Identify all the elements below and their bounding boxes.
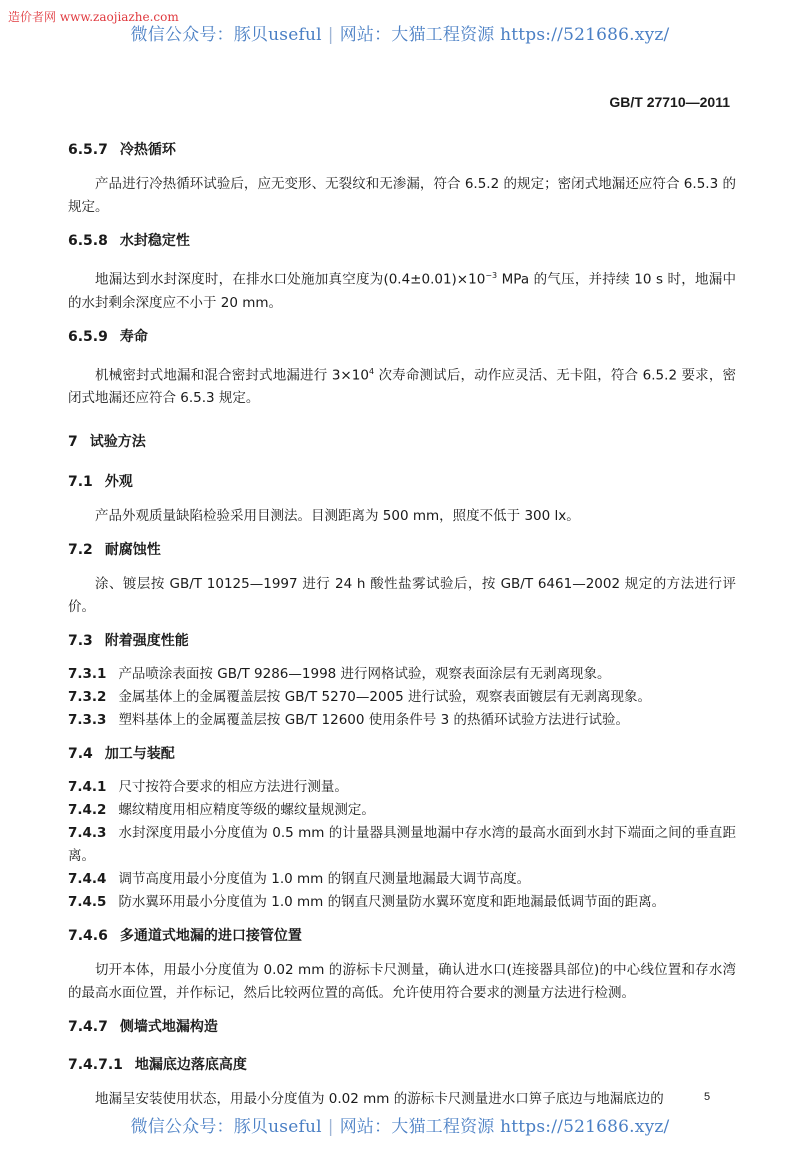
watermark-wechat: 微信公众号：豚贝useful <box>130 1117 322 1137</box>
list-item-7-4-5 <box>68 891 736 914</box>
paragraph-7-2: 涂、镀层按 GB/T 10125—1997 进行 24 h 酸性盐雾试验后，按 GB/T 6461—2002 规定的方法进行评价。 <box>68 576 736 615</box>
watermark-wechat: 微信公众号：豚贝useful <box>130 25 322 45</box>
heading-7-4-6 <box>68 926 736 946</box>
watermark-banner-bottom <box>0 1112 800 1137</box>
superscript: −3 <box>485 271 498 280</box>
section-title: 地漏底边落底高度 <box>134 1057 247 1073</box>
item-number: 7.4.4 <box>68 871 107 887</box>
heading-7-1 <box>68 472 736 492</box>
list-7-3 <box>68 663 736 732</box>
item-text: 塑料基体上的金属覆盖层按 GB/T 12600 使用条件号 3 的热循环试验方法进行试验。 <box>118 712 629 728</box>
watermark-separator: | <box>327 1117 334 1137</box>
section-number: 6.5.7 <box>68 142 108 158</box>
item-text: 调节高度用最小分度值为 1.0 mm 的钢直尺测量地漏最大调节高度。 <box>118 871 531 887</box>
list-item-7-3-2 <box>68 686 736 709</box>
item-number: 7.3.2 <box>68 689 107 705</box>
standard-number: GB/T 27710—2011 <box>609 94 730 110</box>
heading-7-2 <box>68 540 736 560</box>
list-item-7-4-4 <box>68 868 736 891</box>
paragraph-6-5-7: 产品进行冷热循环试验后，应无变形、无裂纹和无渗漏，符合 6.5.2 的规定；密闭式地漏还应符合 6.5.3 的规定。 <box>68 176 736 215</box>
section-title: 多通道式地漏的进口接管位置 <box>119 928 302 944</box>
section-number: 7.4.6 <box>68 928 108 944</box>
section-number: 7.2 <box>68 542 93 558</box>
section-title: 寿命 <box>119 328 148 345</box>
item-number: 7.4.2 <box>68 802 107 818</box>
watermark-banner-top <box>0 20 800 45</box>
section-number: 6.5.8 <box>68 233 108 249</box>
section-number: 7.4 <box>68 746 93 762</box>
heading-6-5-9 <box>68 327 736 347</box>
heading-6-5-7 <box>68 140 736 160</box>
heading-7-4-7-1 <box>68 1055 736 1075</box>
paragraph-7-1: 产品外观质量缺陷检验采用目测法。目测距离为 500 mm，照度不低于 300 lx。 <box>95 508 580 524</box>
item-text: 金属基体上的金属覆盖层按 GB/T 5270—2005 进行试验，观察表面镀层有无剥离现象。 <box>118 689 652 705</box>
section-number: 7.4.7 <box>68 1019 108 1035</box>
list-item-7-4-3 <box>68 822 736 868</box>
section-title: 冷热循环 <box>119 142 176 158</box>
section-title: 耐腐蚀性 <box>104 542 161 558</box>
list-item-7-4-1 <box>68 776 736 799</box>
item-number: 7.4.3 <box>68 825 107 841</box>
list-item-7-3-3 <box>68 709 736 732</box>
watermark-site: 网站：大猫工程资源 https://521686.xyz/ <box>339 1117 670 1137</box>
item-text: 水封深度用最小分度值为 0.5 mm 的计量器具测量地漏中存水湾的最高水面到水封下端面之间的垂直距离。 <box>68 825 736 864</box>
list-7-4 <box>68 776 736 914</box>
section-number: 6.5.9 <box>68 328 108 345</box>
document-body <box>68 140 736 1111</box>
text: 机械密封式地漏和混合密封式地漏进行 3×10 <box>95 367 369 383</box>
section-title: 加工与装配 <box>104 746 175 762</box>
watermark-top-left: 造价者网 www.zaojiazhe.com <box>8 10 179 24</box>
superscript: 4 <box>368 366 375 376</box>
section-number: 7.3 <box>68 633 93 649</box>
watermark-site: 网站：大猫工程资源 https://521686.xyz/ <box>339 25 670 45</box>
text: 地漏达到水封深度时，在排水口处施加真空度为(0.4±0.01)×10 <box>95 271 486 288</box>
text: 次寿命测试后，动作应灵活、无卡阻，符合 6.5.2 要求，密闭式地漏还应符合 6.5.3 规定。 <box>68 367 736 406</box>
heading-7-4-7 <box>68 1017 736 1037</box>
heading-7-3 <box>68 631 736 651</box>
section-number: 7.1 <box>68 474 93 490</box>
paragraph-6-5-8 <box>68 264 736 315</box>
paragraph-6-5-9 <box>68 360 736 411</box>
paragraph-7-4-6: 切开本体，用最小分度值为 0.02 mm 的游标卡尺测量，确认进水口(连接器具部位)的中心线位置和存水湾的最高水面位置，并作标记，然后比较两位置的高低。允许使用符合要求的测量方法进行检测。 <box>68 962 736 1001</box>
item-number: 7.4.1 <box>68 779 107 795</box>
text: MPa 的气压，并持续 10 s 时，地漏中的水封剩余深度应不小于 20 mm。 <box>68 271 736 311</box>
section-number: 7 <box>68 434 78 450</box>
list-item-7-4-2 <box>68 799 736 822</box>
page-number: 5 <box>704 1091 711 1103</box>
section-number: 7.4.7.1 <box>68 1057 123 1073</box>
list-item-7-3-1 <box>68 663 736 686</box>
item-number: 7.3.3 <box>68 712 107 728</box>
item-text: 防水翼环用最小分度值为 1.0 mm 的钢直尺测量防水翼环宽度和距地漏最低调节面的距离。 <box>118 894 666 910</box>
item-text: 螺纹精度用相应精度等级的螺纹量规测定。 <box>118 802 375 818</box>
paragraph-7-4-7-1: 地漏呈安装使用状态，用最小分度值为 0.02 mm 的游标卡尺测量进水口箅子底边与地漏底边的 <box>95 1091 664 1107</box>
item-number: 7.4.5 <box>68 894 107 910</box>
watermark-separator: | <box>327 25 334 45</box>
item-number: 7.3.1 <box>68 666 107 682</box>
section-title: 附着强度性能 <box>104 633 189 649</box>
section-title: 外观 <box>104 474 133 490</box>
heading-7 <box>68 432 736 452</box>
heading-6-5-8 <box>68 231 736 251</box>
section-title: 试验方法 <box>89 434 146 450</box>
heading-7-4 <box>68 744 736 764</box>
section-title: 侧墙式地漏构造 <box>119 1019 218 1035</box>
item-text: 产品喷涂表面按 GB/T 9286—1998 进行网格试验，观察表面涂层有无剥离现象。 <box>118 666 611 682</box>
section-title: 水封稳定性 <box>119 233 190 249</box>
item-text: 尺寸按符合要求的相应方法进行测量。 <box>118 779 348 795</box>
